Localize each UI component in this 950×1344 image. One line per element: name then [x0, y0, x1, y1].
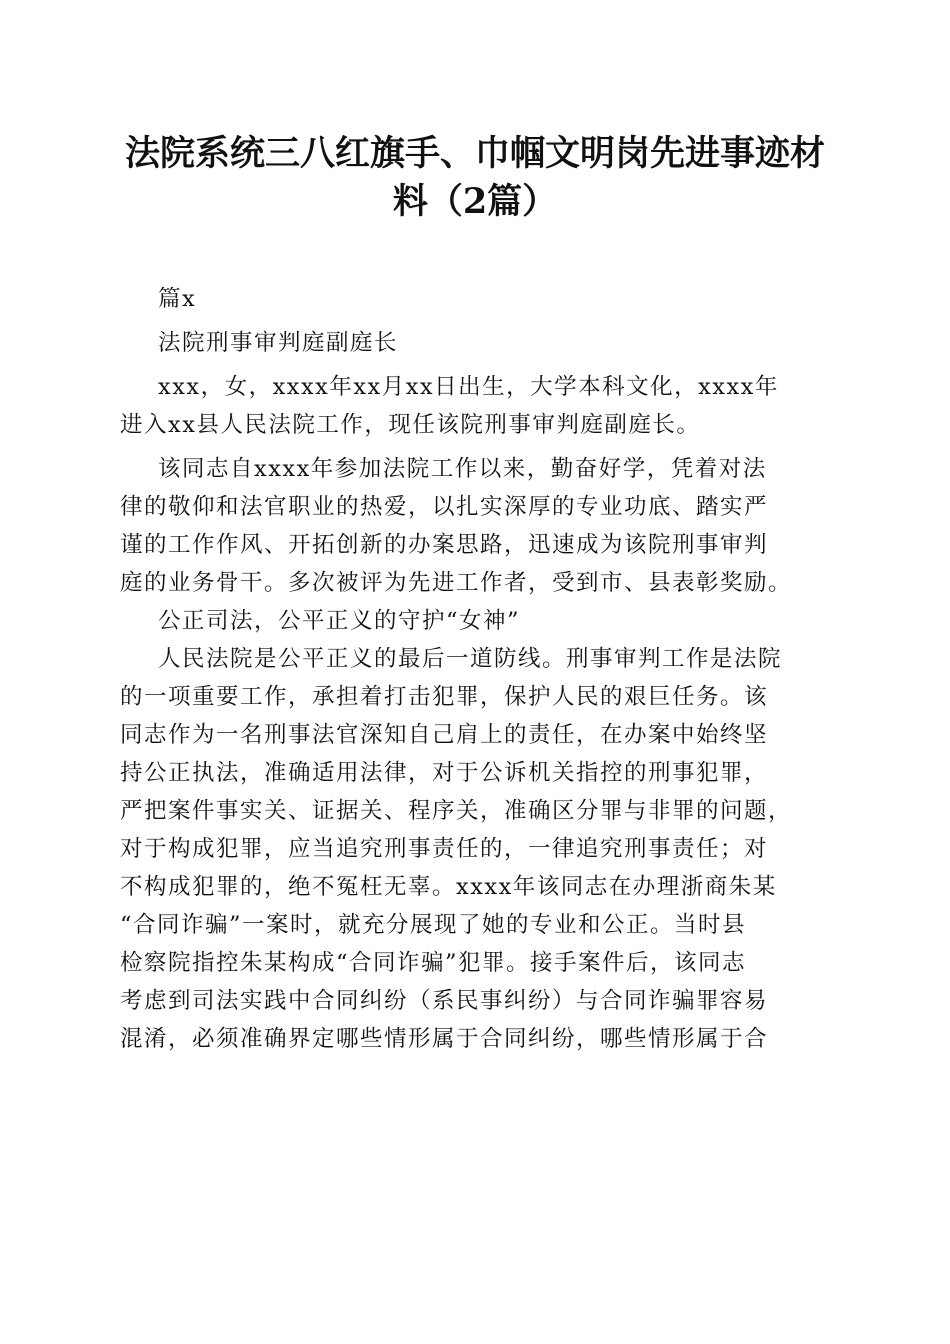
- part-label: 篇x: [158, 286, 197, 312]
- section-subheading: 公正司法，公平正义的守护“女神”: [158, 608, 521, 634]
- paragraph-line: 该同志自xxxx年参加法院工作以来，勤奋好学，凭着对法: [158, 456, 767, 482]
- title-line-2: 料（2篇）: [392, 181, 558, 222]
- paragraph-line: 人民法院是公平正义的最后一道防线。刑事审判工作是法院: [158, 646, 783, 672]
- position-title: 法院刑事审判庭副庭长: [158, 330, 399, 356]
- paragraph-line: xxx，女，xxxx年xx月xx日出生，大学本科文化，xxxx年: [158, 374, 779, 400]
- paragraph-line: 同志作为一名刑事法官深知自己肩上的责任，在办案中始终坚: [120, 722, 769, 748]
- paragraph-line: 的一项重要工作，承担着打击犯罪，保护人民的艰巨任务。该: [120, 684, 769, 710]
- document-body: [120, 280, 830, 1058]
- paragraph-line: 进入xx县人民法院工作，现任该院刑事审判庭副庭长。: [120, 412, 701, 438]
- paragraph-line: 庭的业务骨干。多次被评为先进工作者，受到市、县表彰奖励。: [120, 570, 793, 596]
- paragraph-line: 严把案件事实关、证据关、程序关，准确区分罪与非罪的问题，: [120, 798, 793, 824]
- paragraph-line: 考虑到司法实践中合同纠纷（系民事纠纷）与合同诈骗罪容易: [120, 988, 769, 1014]
- paragraph-line: 检察院指控朱某构成“合同诈骗”犯罪。接手案件后，该同志: [120, 950, 747, 976]
- paragraph-line: 律的敬仰和法官职业的热爱，以扎实深厚的专业功底、踏实严: [120, 494, 769, 520]
- paragraph-line: 混淆，必须准确界定哪些情形属于合同纠纷，哪些情形属于合: [120, 1026, 769, 1052]
- paragraph-line: 谨的工作作风、开拓创新的办案思路，迅速成为该院刑事审判: [120, 532, 769, 558]
- paragraph-line: 对于构成犯罪，应当追究刑事责任的，一律追究刑事责任；对: [120, 836, 769, 862]
- document-title: [100, 130, 850, 226]
- paragraph-line: 不构成犯罪的，绝不冤枉无辜。xxxx年该同志在办理浙商朱某: [120, 874, 777, 900]
- title-line-1: 法院系统三八红旗手、巾帼文明岗先进事迹材: [124, 133, 825, 174]
- paragraph-line: “合同诈骗”一案时，就充分展现了她的专业和公正。当时县: [120, 912, 747, 938]
- paragraph-line: 持公正执法，准确适用法律，对于公诉机关指控的刑事犯罪，: [120, 760, 769, 786]
